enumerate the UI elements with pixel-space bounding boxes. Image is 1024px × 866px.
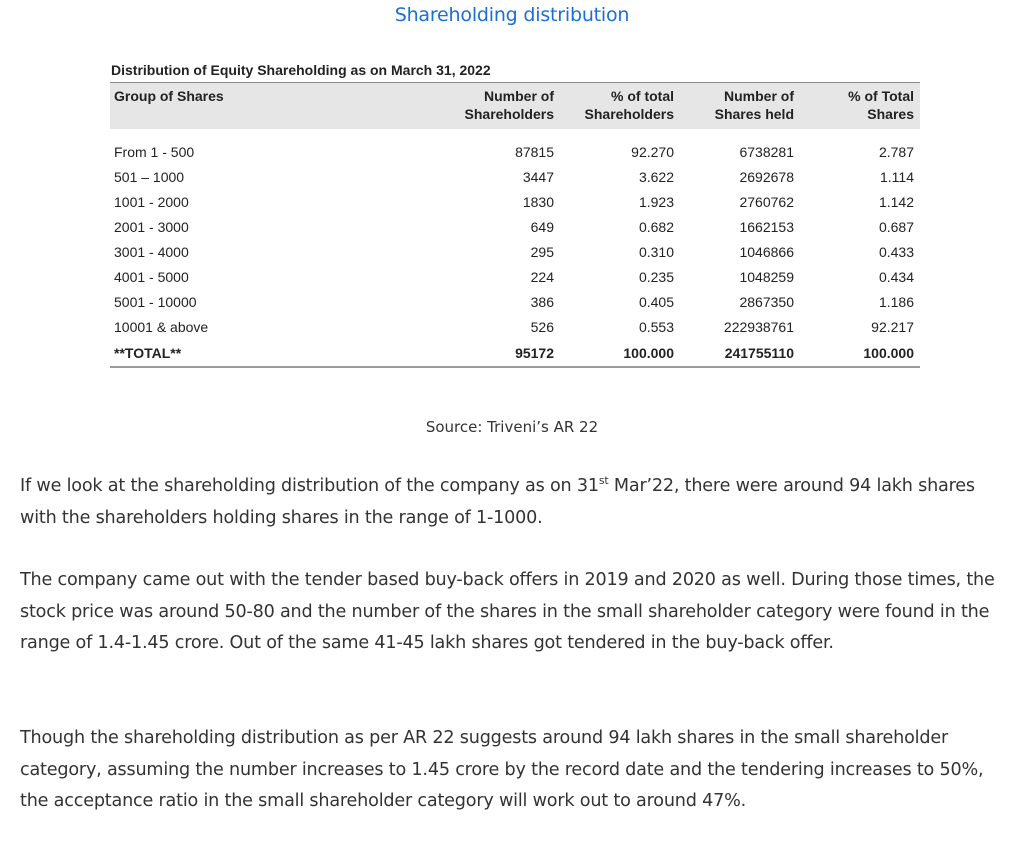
cell-pct-shares: 1.142 [878,193,914,210]
table-total-row [110,339,920,367]
table-row [110,264,920,289]
cell-pct-shares: 2.787 [878,143,914,160]
cell-group: From 1 - 500 [114,143,195,160]
ordinal-suffix: st [598,474,609,488]
shareholding-table-figure [110,62,920,368]
shareholding-table [110,82,920,368]
table-source-caption: Source: Triveni’s AR 22 [425,418,599,436]
cell-group: 501 – 1000 [114,168,185,185]
cell-shares-held: 222938761 [723,318,794,335]
cell-shareholders: 295 [530,243,554,260]
cell-shares-held: 1048259 [739,268,794,285]
cell-pct-shares: 0.687 [878,218,914,235]
header-pct-shareholders: % of total Shareholders [584,88,674,122]
cell-shareholders: 224 [530,268,554,285]
table-row [110,289,920,314]
table-row [110,129,920,164]
cell-pct-shareholders: 92.270 [631,143,674,160]
paragraph-2: The company came out with the tender based buy-back offers in 2019 and 2020 as well. During those times, the stock price was around 50-80 and the number of the shares in the small shareholder category were found in the range of 1.4-1.45 crore. Out of the same 41-45 lakh shares got tendered in the buy-back offer. [20,570,995,653]
cell-pct-shareholders: 3.622 [638,168,674,185]
header-pct-shares: % of Total Shares [848,88,914,122]
total-pct-shares: 100.000 [800,339,920,367]
cell-group: 3001 - 4000 [114,243,189,260]
cell-group: 4001 - 5000 [114,268,189,285]
paragraph-1-text-b: Mar’22, there were around 94 lakh shares with the shareholders holding shares in the range of 1-1000. [20,476,975,528]
total-shares-held: 241755110 [680,339,800,367]
table-row [110,189,920,214]
cell-shareholders: 87815 [515,143,554,160]
cell-pct-shareholders: 0.405 [638,293,674,310]
cell-group: 2001 - 3000 [114,218,189,235]
cell-pct-shareholders: 0.682 [638,218,674,235]
table-caption: Distribution of Equity Shareholding as on March 31, 2022 [111,62,491,78]
cell-shareholders: 1830 [522,193,554,210]
paragraph-1 [20,471,1010,534]
table-row [110,164,920,189]
table-row [110,239,920,264]
cell-pct-shares: 0.434 [878,268,914,285]
cell-shareholders: 386 [530,293,554,310]
cell-group: 5001 - 10000 [114,293,197,310]
table-body [110,129,920,367]
cell-pct-shareholders: 1.923 [638,193,674,210]
cell-pct-shares: 1.186 [878,293,914,310]
cell-group: 10001 & above [114,318,209,335]
cell-group: 1001 - 2000 [114,193,189,210]
header-number-of-shareholders: Number of Shareholders [464,88,554,122]
cell-shareholders: 3447 [522,168,554,185]
table-row [110,314,920,339]
cell-pct-shareholders: 0.553 [638,318,674,335]
paragraph-1-text-a: If we look at the shareholding distribution of the company as on 31 [20,476,599,496]
table-row [110,214,920,239]
cell-shares-held: 2867350 [739,293,794,310]
cell-pct-shareholders: 0.310 [638,243,674,260]
table-header [110,83,920,130]
cell-shares-held: 2692678 [739,168,794,185]
total-shareholders: 95172 [440,339,560,367]
cell-pct-shares: 1.114 [880,168,914,185]
cell-shares-held: 1046866 [739,243,794,260]
cell-shareholders: 526 [530,318,554,335]
cell-shares-held: 6738281 [739,143,794,160]
cell-pct-shareholders: 0.235 [638,268,674,285]
table-header-row [110,83,920,130]
total-pct-shareholders: 100.000 [560,339,680,367]
cell-shares-held: 2760762 [739,193,794,210]
header-shares-held: Number of Shares held [714,88,794,122]
section-heading: Shareholding distribution [394,4,630,26]
total-label: **TOTAL** [110,339,440,367]
header-group-of-shares: Group of Shares [114,88,224,104]
cell-shares-held: 1662153 [739,218,794,235]
paragraph-3: Though the shareholding distribution as per AR 22 suggests around 94 lakh shares in the small shareholder category, assuming the number increases to 1.45 crore by the record date and the tendering increases to 50%, the acceptance ratio in the small shareholder category will work out to around 47%. [20,728,984,811]
cell-pct-shares: 0.433 [878,243,914,260]
cell-pct-shares: 92.217 [871,318,914,335]
cell-shareholders: 649 [530,218,554,235]
